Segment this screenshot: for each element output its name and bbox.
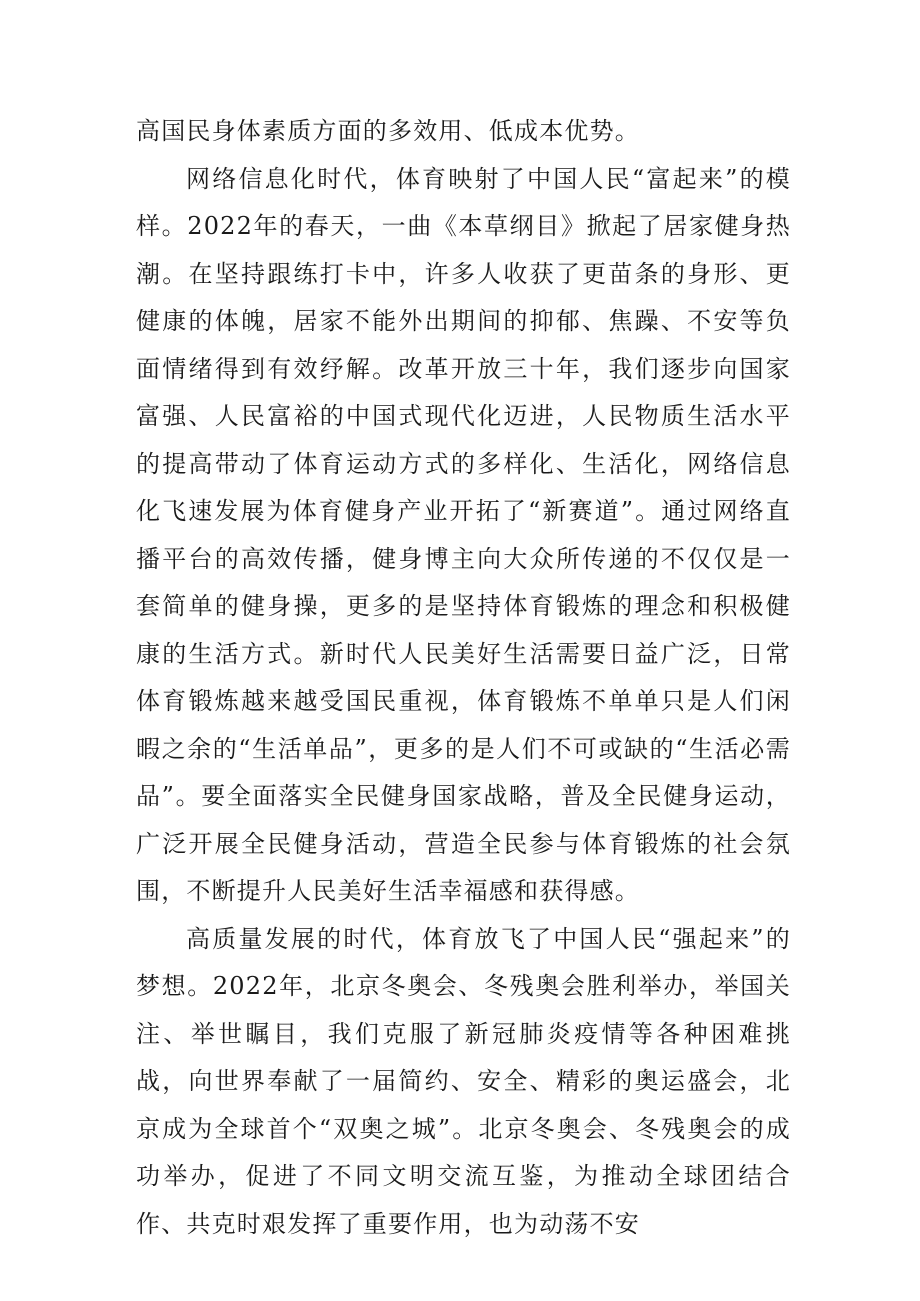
paragraph-1: 高国民身体素质方面的多效用、低成本优势。 <box>136 117 640 145</box>
paragraph-3: 高质量发展的时代，体育放飞了中国人民“强起来”的梦想。2022年，北京冬奥会、冬残奥会胜利举办，举国关注、举世瞩目，我们克服了新冠肺炎疫情等各种困难挑战，向世界奉献了一届简约、安全、精彩的奥运盛会，北京成为全球首个“双奥之城”。北京冬奥会、冬残奥会的成功举办，促进了不同文明交流互鉴，为推动全球团结合作、共克时艰发挥了重要作用，也为动荡不安 <box>136 924 791 1238</box>
document-body <box>136 108 791 1248</box>
paragraph-2: 网络信息化时代，体育映射了中国人民“富起来”的模样。2022年的春天，一曲《本草纲目》掀起了居家健身热潮。在坚持跟练打卡中，许多人收获了更苗条的身形、更健康的体魄，居家不能外出期间的抑郁、焦躁、不安等负面情绪得到有效纾解。改革开放三十年，我们逐步向国家富强、人民富裕的中国式现代化迈进，人民物质生活水平的提高带动了体育运动方式的多样化、生活化，网络信息化飞速发展为体育健身产业开拓了“新赛道”。通过网络直播平台的高效传播，健身博主向大众所传递的不仅仅是一套简单的健身操，更多的是坚持体育锻炼的理念和积极健康的生活方式。新时代人民美好生活需要日益广泛，日常体育锻炼越来越受国民重视，体育锻炼不单单只是人们闲暇之余的“生活单品”，更多的是人们不可或缺的“生活必需品”。要全面落实全民健身国家战略，普及全民健身运动，广泛开展全民健身活动，营造全民参与体育锻炼的社会氛围，不断提升人民美好生活幸福感和获得感。 <box>136 164 791 905</box>
